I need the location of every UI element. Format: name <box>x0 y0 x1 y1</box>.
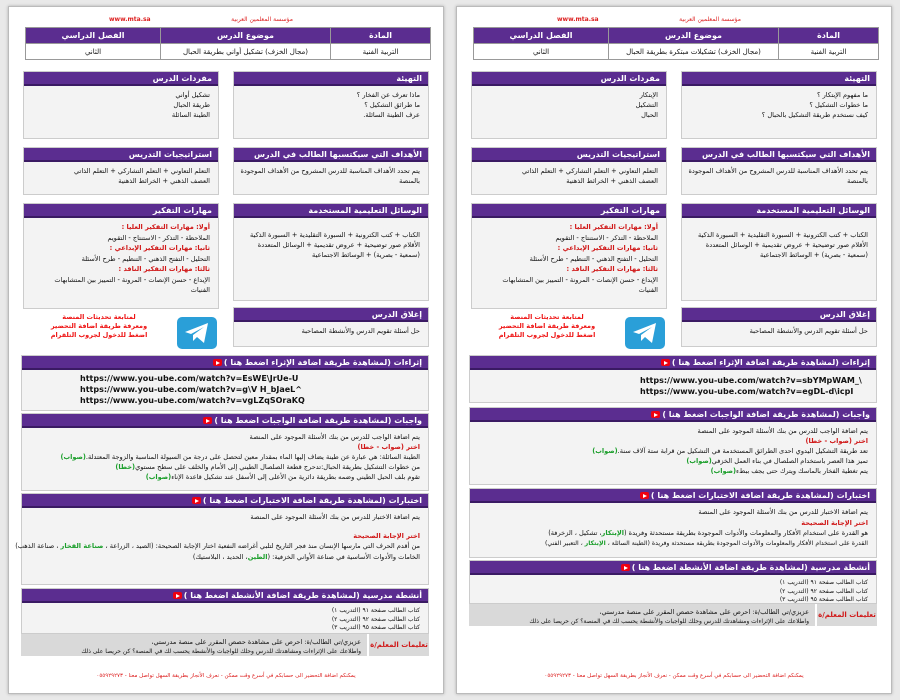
goals-title: الأهداف التي سيكتسبها الطالب في الدرس <box>234 148 428 162</box>
header-topic-label: موضوع الدرس <box>609 28 779 44</box>
vocab-item-1: الإبتكار <box>639 91 658 99</box>
tests-question-1-text: من أقدم الحرف التي مارسها الإنسان منذ فجر التاريخ لتلبي أغراضه النفعية اختار الإجابة الصحيحة: (الصيد ، الزراعة ، <box>105 542 420 550</box>
youtube-icon[interactable] <box>203 417 212 424</box>
lesson-header-table <box>473 27 879 60</box>
tests-question-2 <box>30 552 420 563</box>
header-subject-label: المادة <box>779 28 879 44</box>
intro-question-1: ما مفهوم الإبتكار ؟ <box>817 91 868 99</box>
youtube-icon[interactable] <box>661 359 670 366</box>
tests-question-1-end: ، تشكيل ، الزخرفة) <box>548 529 602 537</box>
thinking-skills-2: التحليل - التفتح الذهني - التنظيم - طرح الأسئلة <box>81 254 210 263</box>
aids-line-1: الكتاب + كتب الكترونية + السبورة التقليدية + السبورة الذكية <box>249 231 420 239</box>
vocab-item-3: الطينة السائلة <box>171 111 210 119</box>
header-term-label: الفصل الدراسي <box>474 28 609 44</box>
activity-item-1: كتاب الطالب صفحة ٩١ (التدريب ١) <box>331 607 420 614</box>
aids-line-3: (سمعية - بصرية) + الوسائط الاجتماعية <box>312 251 420 259</box>
homework-answer-2: (خطا) <box>115 463 136 471</box>
enrichment-section <box>21 355 429 411</box>
vocab-item-3: الحبال <box>641 111 658 119</box>
telegram-promo[interactable] <box>29 313 169 340</box>
thinking-skills-2: التحليل - التفتح الذهني - التنظيم - طرح الأسئلة <box>529 254 658 263</box>
thinking-heading-3: ثالثا: مهارات التفكير الناقد : <box>566 265 658 273</box>
vocab-item-2: التشكيل <box>635 101 658 109</box>
intro-question-2: ما طرائق التشكيل ؟ <box>364 101 420 109</box>
homework-title[interactable] <box>22 414 428 428</box>
intro-question-2: ما خطوات التشكيل ؟ <box>809 101 868 109</box>
enrichment-link-2[interactable]: https://www.you-ube.com/watch?v=egDL-d\icpI <box>640 387 854 396</box>
activities-title-text: أنشطة مدرسية (لمشاهدة طريقة اضافة الأنشطة اضغط هنا ) <box>183 591 422 600</box>
header-term-label: الفصل الدراسي <box>26 28 161 44</box>
enrichment-link-2[interactable]: https://www.you-ube.com/watch?v=g\V H_bJaeL^ <box>80 385 302 394</box>
closing-title: إغلاق الدرس <box>234 308 428 322</box>
homework-question-1 <box>478 446 868 456</box>
thinking-heading-2: ثانيا: مهارات التفكير الإبداعي : <box>557 244 658 252</box>
homework-answer-1: (صواب) <box>592 447 618 455</box>
notes-label: تعليمات المعلم/ة <box>817 604 877 626</box>
org-name: مؤسسة المعلمين العربية <box>231 16 293 23</box>
thinking-title: مهارات التفكير <box>24 204 218 218</box>
lesson-plan-page-right <box>456 6 892 694</box>
goals-section <box>233 147 429 195</box>
closing-text: حل أسئلة تقويم الدرس والأنشطة المصاحبة <box>749 327 868 335</box>
page-footer: يمكنكم اضافة التحضير الى حسابكم في أسرع وقت ممكن - نعرف الأنجاز بطريقة السهل تواصل معنا - ٠٥٥٩٢٩٢٧٣ <box>544 673 804 679</box>
subject-value: التربية الفنية <box>779 44 879 60</box>
topic-value: (مجال الخزف) تشكيل أواني بطريقة الحبال <box>161 44 331 60</box>
tests-answer-1: صناعة الفخار <box>60 542 104 550</box>
vocab-title: مفردات الدرس <box>24 72 218 86</box>
goals-text-2: بالمنصة <box>847 177 868 185</box>
activities-title-text: أنشطة مدرسية (لمشاهدة طريقة اضافة الأنشطة اضغط هنا ) <box>631 563 870 572</box>
homework-question-1-text: تعد طريقة التشكيل اليدوي احدى الطرائق المستخدمة في التشكيل من قرابة ستة آلاف سنة. <box>617 447 868 455</box>
youtube-icon[interactable] <box>651 411 660 418</box>
homework-choose-label: اختر (صواب - خطا) <box>357 443 420 451</box>
tests-intro: يتم اضافة الاختبار للدرس من بنك الأسئلة الموجود على المنصة <box>250 513 420 521</box>
homework-question-2-text: من خطوات التشكيل بطريقة الحبال:تدحرج قطعة الصلصال الطيني إلى الأمام والخلف على سطح مستوي <box>135 463 420 471</box>
notes-line-1: عزيزي/تي الطالب/ة: احرص على مشاهدة حصص المقرر على منصة مدرستي، <box>599 608 809 616</box>
thinking-heading-1: أولا: مهارات التفكير العليا : <box>121 223 210 231</box>
tests-section <box>469 488 877 558</box>
tests-title[interactable] <box>22 494 428 508</box>
thinking-heading-2: ثانيا: مهارات التفكير الإبداعي : <box>109 244 210 252</box>
page-top-line <box>9 7 443 27</box>
notes-line-1: عزيزي/تي الطالب/ة: احرص على مشاهدة حصص المقرر على منصة مدرستي، <box>151 638 361 646</box>
topic-value: (مجال الخزف) تشكيلات مبتكرة بطريقة الحبال <box>609 44 779 60</box>
strategies-title: استراتيجيات التدريس <box>24 148 218 162</box>
tests-question-1-text: هو القدرة على استخدام الأفكار والمعلومات والأدوات الموجودة بطريقة مستحدثة وفريدة ( <box>624 529 868 537</box>
closing-title: إغلاق الدرس <box>682 308 876 322</box>
strategies-line-1: التعلم التعاوني + التعلم التشاركي + التعلم الذاتي <box>521 167 658 175</box>
homework-question-3-text: تقوم بلف الحبل الطيني وضمه بطريقة دائرية من الأعلى إلى الأسفل عند تشكيل قاعدة الإناء <box>171 473 420 481</box>
goals-text: يتم تحدد الأهداف المناسبة للدرس المشروح من الأهداف الموجودة <box>240 167 420 175</box>
tests-question-2-end: ، التعبير الفني) <box>544 539 583 547</box>
subject-value: التربية الفنية <box>331 44 431 60</box>
tests-intro: يتم اضافة الاختبار للدرس من بنك الأسئلة الموجود على المنصة <box>698 508 868 516</box>
homework-title-text: واجبات (لمشاهدة طريقة اضافة الواجبات اضغط هنا ) <box>662 410 870 419</box>
goals-section <box>681 147 877 195</box>
homework-title-text: واجبات (لمشاهدة طريقة اضافة الواجبات اضغط هنا ) <box>214 416 422 425</box>
homework-answer-1: (صواب) <box>60 453 86 461</box>
intro-question-3: كيف نستخدم طريقة التشكيل بالحبال ؟ <box>761 111 868 119</box>
homework-intro: يتم اضافة الواجب للدرس من بنك الأسئلة الموجود على المنصة <box>249 433 420 441</box>
site-url[interactable]: www.mta.sa <box>109 16 151 23</box>
activity-item-2: كتاب الطالب صفحة ٩٢ (التدريب ٢) <box>779 587 868 595</box>
homework-choose-label: اختر (صواب - خطا) <box>805 437 868 445</box>
strategies-title: استراتيجيات التدريس <box>472 148 666 162</box>
telegram-link[interactable] <box>621 311 665 351</box>
vocab-section <box>23 71 219 139</box>
enrichment-link-3[interactable]: https://www.you-ube.com/watch?v=vgLZqSOraKQ <box>80 396 305 405</box>
tests-question-2-end: ، الحديد ، البلاستيك) <box>192 552 248 561</box>
term-value: الثاني <box>474 44 609 60</box>
enrichment-title[interactable] <box>22 356 428 370</box>
homework-answer-3: (صواب) <box>710 467 737 475</box>
youtube-icon[interactable] <box>213 359 222 366</box>
thinking-skills-1: الملاحظة - التذكر - الاستنتاج - التقويم <box>107 233 210 242</box>
strategies-section <box>23 147 219 195</box>
notes-line-2: واطلاعك على الإثراءات ومشاهدتك للدرس وحلك للواجبات والأنشطة يحسب لك في المنصة؟ كن حريصا على ذلك <box>81 648 361 655</box>
youtube-icon[interactable] <box>173 592 182 599</box>
homework-section <box>21 413 429 491</box>
tests-title-text: اختبارات (لمشاهدة طريقة اضافة الاختبارات اضغط هنا ) <box>650 491 870 500</box>
header-topic-label: موضوع الدرس <box>161 28 331 44</box>
org-name: مؤسسة المعلمين العربية <box>679 16 741 23</box>
youtube-icon[interactable] <box>621 564 630 571</box>
tests-title[interactable] <box>470 489 876 503</box>
telegram-promo[interactable] <box>477 313 617 340</box>
activities-section <box>21 588 429 634</box>
aids-title: الوسائل التعليمية المستخدمة <box>234 204 428 218</box>
activities-title[interactable] <box>22 589 428 603</box>
closing-text: حل أسئلة تقويم الدرس والأنشطة المصاحبة <box>301 327 420 335</box>
thinking-heading-3: ثالثا: مهارات التفكير الناقد : <box>118 265 210 273</box>
tests-answer-1: الإبتكار <box>601 529 624 537</box>
tests-question-1-end: ، صناعة الذهب) <box>15 542 59 550</box>
site-url[interactable]: www.mta.sa <box>557 16 599 23</box>
homework-answer-2: (صواب) <box>686 457 712 465</box>
aids-line-1: الكتاب + كتب الكترونية + السبورة التقليدية + السبورة الذكية <box>697 231 868 239</box>
header-subject-label: المادة <box>331 28 431 44</box>
telegram-icon[interactable] <box>177 317 217 349</box>
vocab-item-2: طريقة الحبال <box>173 101 210 109</box>
promo-line-1: لمتابعة تحديثات المنصة <box>510 313 584 321</box>
thinking-section <box>23 203 219 309</box>
aids-section <box>681 203 877 301</box>
enrichment-section <box>469 355 877 403</box>
tests-answer-2: الطين <box>247 552 268 561</box>
strategies-line-2: العصف الذهني + الخرائط الذهنية <box>566 177 658 185</box>
page-top-line <box>457 7 891 27</box>
aids-line-2: الأقلام صور توضيحية + عروض تقديمية + الوسائل المتعددة <box>257 241 420 249</box>
closing-section <box>233 307 429 347</box>
intro-title: التهيئة <box>682 72 876 86</box>
promo-line-2: ومعرفة طريقة اضافة التحضير <box>50 322 148 330</box>
vocab-title: مفردات الدرس <box>472 72 666 86</box>
intro-section <box>681 71 877 139</box>
activity-item-1: كتاب الطالب صفحة ٩١ (التدريب ١) <box>779 579 868 586</box>
activity-item-2: كتاب الطالب صفحة ٩٢ (التدريب ٢) <box>331 615 420 623</box>
enrichment-link-1[interactable]: https://www.you-ube.com/watch?v=EsWE\JrUe-U <box>80 374 299 383</box>
tests-correct-label: اختر الإجابة الصحيحة <box>801 518 868 527</box>
intro-question-3: عرف الطينة السائلة. <box>363 111 420 119</box>
activity-item-3: كتاب الطالب صفحة ٩٥ (التدريب ٣) <box>331 624 420 631</box>
aids-line-2: الأقلام صور توضيحية + عروض تقديمية + الوسائل المتعددة <box>705 241 868 249</box>
homework-question-2 <box>478 456 868 466</box>
lesson-plan-page-left <box>8 6 444 694</box>
enrichment-title[interactable] <box>470 356 876 370</box>
aids-title: الوسائل التعليمية المستخدمة <box>682 204 876 218</box>
vocab-section <box>471 71 667 139</box>
intro-question-1: ماذا تعرف عن الفخار ؟ <box>356 91 420 99</box>
term-value: الثاني <box>26 44 161 60</box>
goals-text-2: بالمنصة <box>399 177 420 185</box>
thinking-skills-3: الإبداع - حسن الإنصات - المرونة - التمييز بين المتشابهات <box>502 275 658 284</box>
notes-label: تعليمات المعلم/ة <box>369 634 429 656</box>
telegram-icon[interactable] <box>625 317 665 349</box>
lesson-header-table <box>25 27 431 60</box>
enrichment-title-text: إثراءات (لمشاهدة طريقة اضافة الإثراء اضغط هنا ) <box>671 358 870 367</box>
thinking-skills-3b: الفنيات <box>638 286 658 294</box>
tests-question-1 <box>478 528 868 539</box>
tests-question-2-text: القدرة على استخدام الأفكار والمعلومات والأدوات الموجودة بطريقة مستحدثة وفريدة (الطينة السائلة ، <box>607 539 868 547</box>
intro-title: التهيئة <box>234 72 428 86</box>
thinking-section <box>471 203 667 309</box>
enrichment-link-1[interactable]: https://www.you-ube.com/watch?v=sbYMpWAM_\ <box>640 376 862 385</box>
intro-section <box>233 71 429 139</box>
promo-line-3: اضغط للدخول لجروب التلقرام <box>50 331 148 339</box>
tests-section <box>15 493 429 585</box>
homework-question-1 <box>30 452 420 462</box>
page-footer: يمكنكم اضافة التحضير الى حسابكم في أسرع وقت ممكن - نعرف الأنجاز بطريقة السهل تواصل معنا - ٠٥٥٩٢٩٢٧٣ <box>96 673 356 679</box>
aids-section <box>233 203 429 301</box>
thinking-skills-1: الملاحظة - التذكر - الاستنتاج - التقويم <box>555 233 658 242</box>
goals-title: الأهداف التي سيكتسبها الطالب في الدرس <box>682 148 876 162</box>
tests-correct-label: اختر الإجابة الصحيحة <box>353 531 420 540</box>
telegram-link[interactable] <box>173 311 217 351</box>
tests-question-2 <box>478 539 868 550</box>
homework-section <box>469 407 877 485</box>
youtube-icon[interactable] <box>640 492 649 499</box>
tests-question-1 <box>15 541 420 552</box>
homework-question-2-text: تميز هذا العصر باستخدام الصلصال في بناء العمل الخزفي <box>711 457 868 465</box>
activity-item-3: كتاب الطالب صفحة ٩٥ (التدريب ٣) <box>779 596 868 603</box>
aids-line-3: (سمعية - بصرية) + الوسائط الاجتماعية <box>760 251 868 259</box>
promo-line-1: لمتابعة تحديثات المنصة <box>62 313 136 321</box>
homework-question-2 <box>30 462 420 472</box>
homework-question-3-text: يتم تغطية الفخار بالماسك ويترك حتى يجف ببطء <box>736 467 868 475</box>
closing-section <box>681 307 877 347</box>
thinking-skills-3: الإبداع - حسن الإنصات - المرونة - التمييز بين المتشابهات <box>54 275 210 284</box>
strategies-line-2: العصف الذهني + الخرائط الذهنية <box>118 177 210 185</box>
thinking-skills-3b: الفنيات <box>190 286 210 294</box>
thinking-heading-1: أولا: مهارات التفكير العليا : <box>569 223 658 231</box>
tests-answer-2: الإبتكار <box>584 539 606 547</box>
strategies-section <box>471 147 667 195</box>
notes-line-2: واطلاعك على الإثراءات ومشاهدتك للدرس وحلك للواجبات والأنشطة يحسب لك في المنصة؟ كن حريصا على ذلك <box>529 618 809 625</box>
activities-title[interactable] <box>470 561 876 575</box>
enrichment-title-text: إثراءات (لمشاهدة طريقة اضافة الإثراء اضغط هنا ) <box>223 358 422 367</box>
thinking-title: مهارات التفكير <box>472 204 666 218</box>
homework-question-1-text: الطينة السائلة: هي عبارة عن طينة يضاف إليها الماء بمقدار معين لتحصل على درجة من السيولة المناسبة والزوجة المعتدلة. <box>85 453 420 461</box>
vocab-item-1: تشكيل أواني <box>175 91 210 99</box>
homework-question-3 <box>478 466 868 476</box>
homework-question-3 <box>30 472 420 482</box>
activities-section <box>469 560 877 604</box>
promo-line-3: اضغط للدخول لجروب التلقرام <box>498 331 596 339</box>
tests-question-2-text: الخامات والأدوات الأساسية في صناعة الأواني الخزفية: ( <box>267 552 420 561</box>
homework-answer-3: (صواب) <box>145 473 172 481</box>
promo-line-2: ومعرفة طريقة اضافة التحضير <box>498 322 596 330</box>
tests-title-text: اختبارات (لمشاهدة طريقة اضافة الاختبارات اضغط هنا ) <box>202 496 422 505</box>
homework-intro: يتم اضافة الواجب للدرس من بنك الأسئلة الموجود على المنصة <box>697 427 868 435</box>
strategies-line-1: التعلم التعاوني + التعلم التشاركي + التعلم الذاتي <box>73 167 210 175</box>
notes-text <box>469 604 815 626</box>
notes-text <box>21 634 367 656</box>
goals-text: يتم تحدد الأهداف المناسبة للدرس المشروح من الأهداف الموجودة <box>688 167 868 175</box>
homework-title[interactable] <box>470 408 876 422</box>
youtube-icon[interactable] <box>192 497 201 504</box>
